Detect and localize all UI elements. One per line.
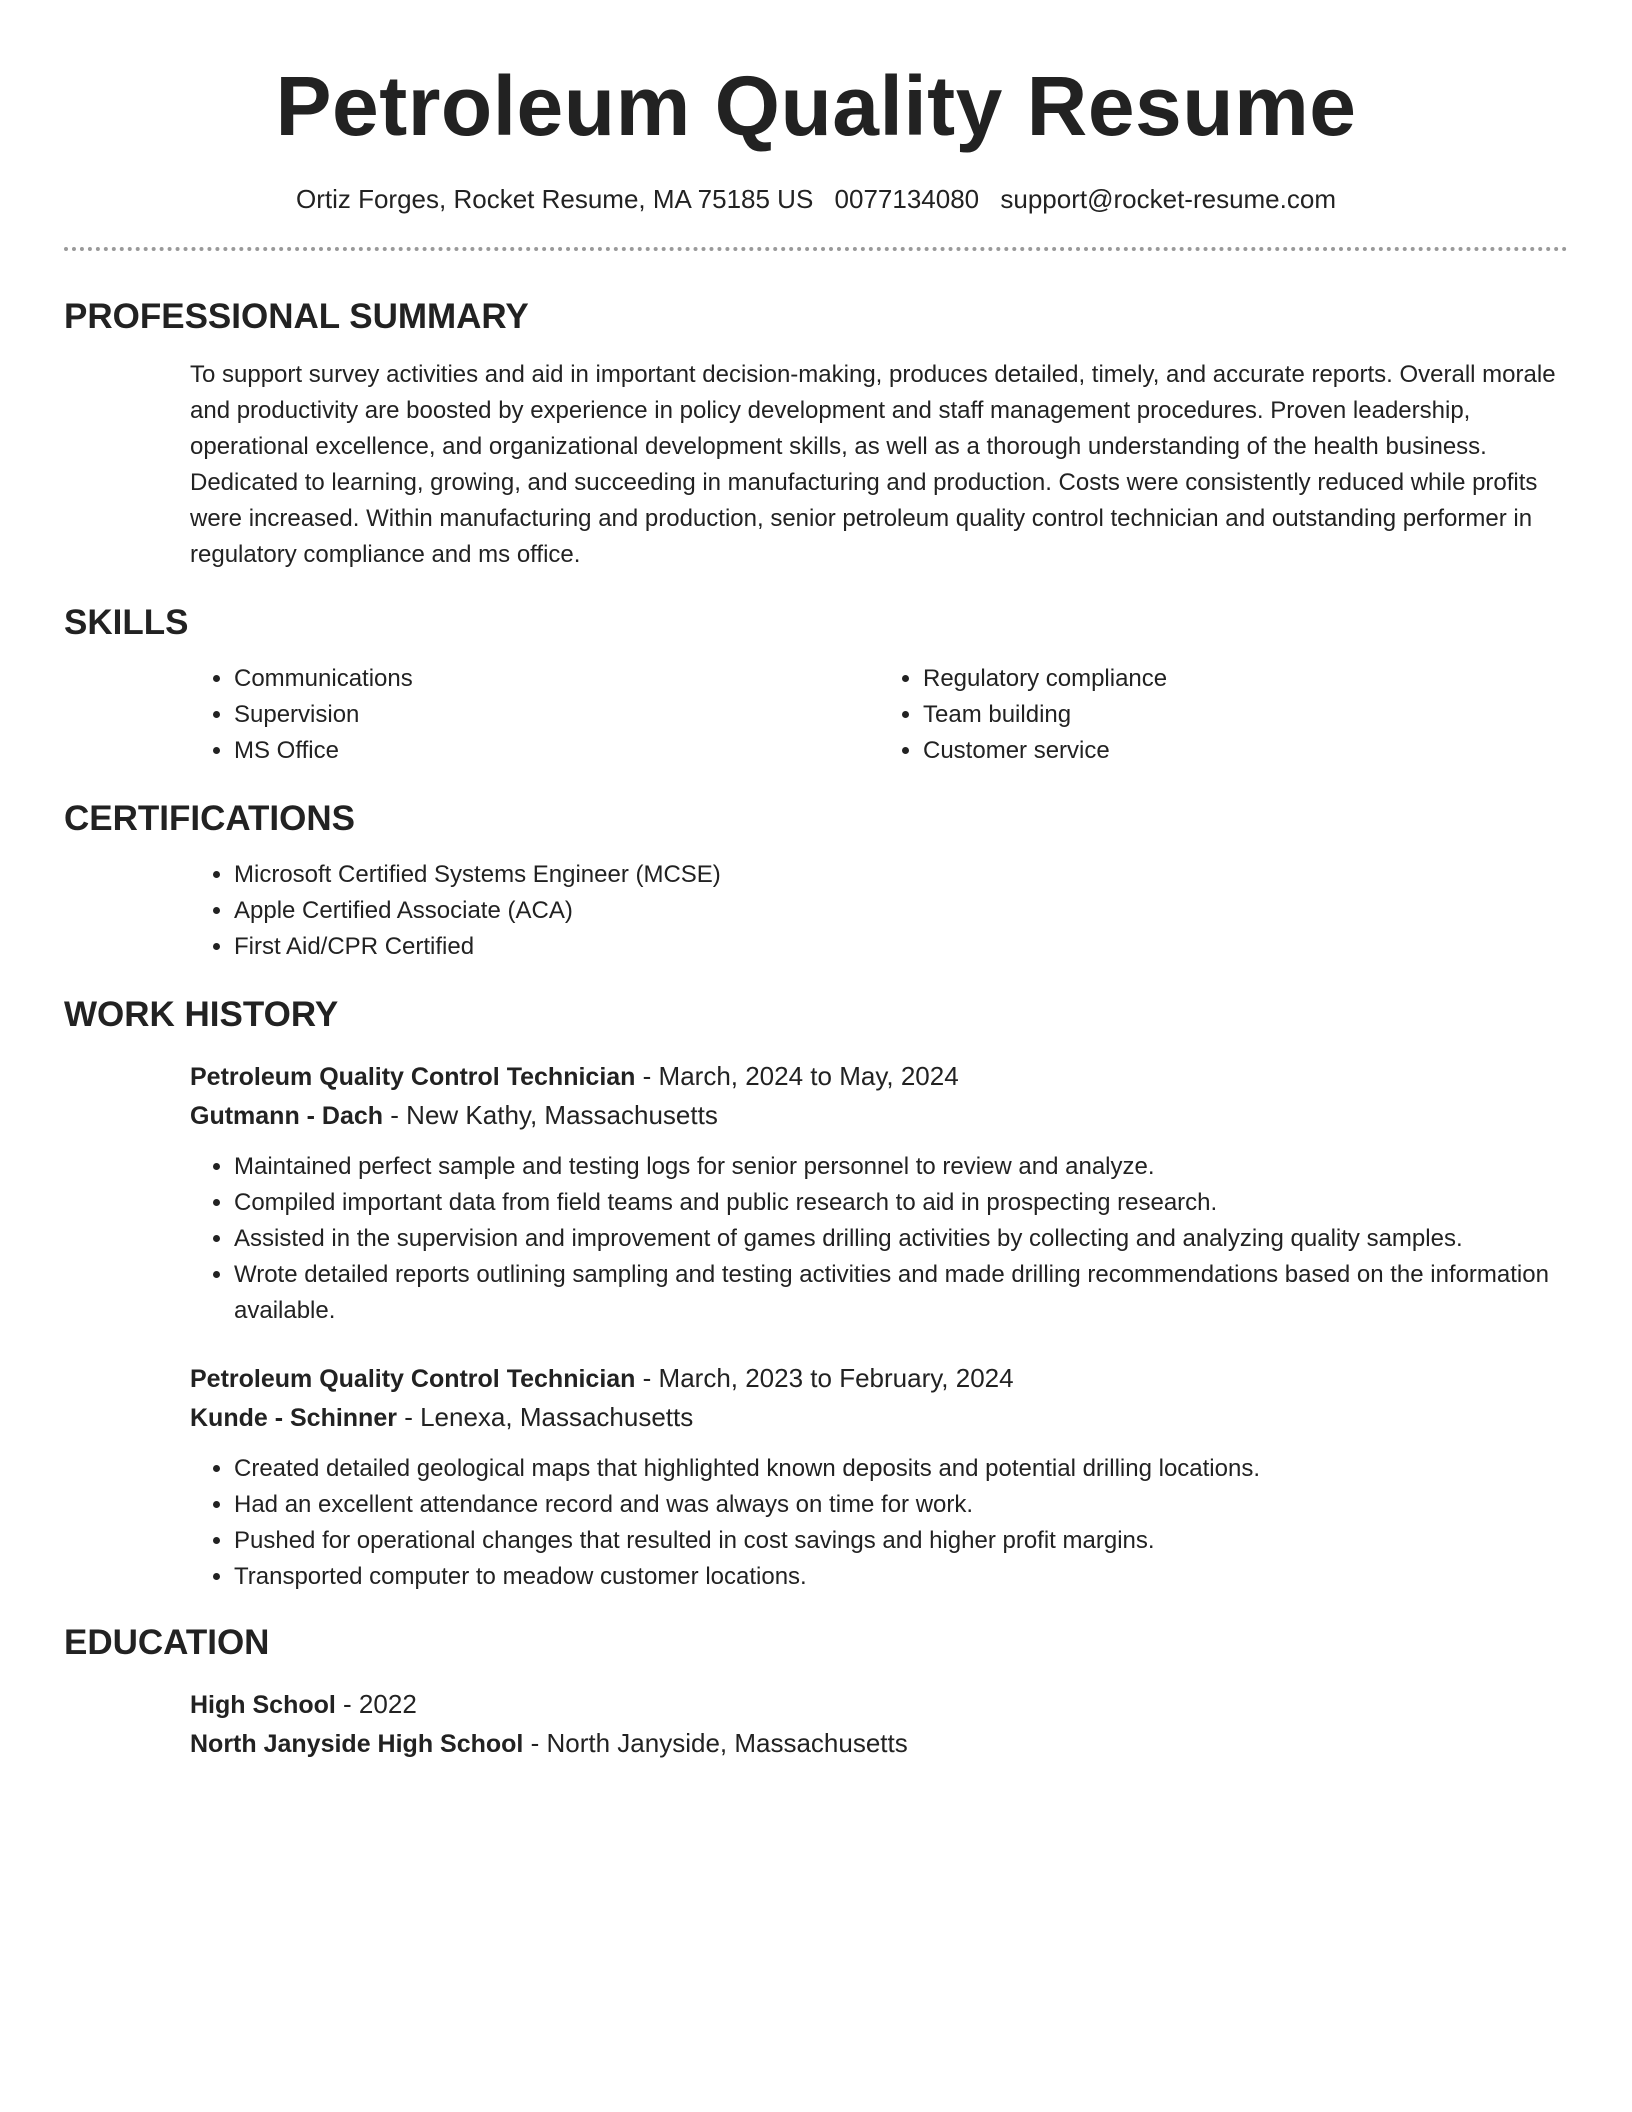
header-divider bbox=[64, 247, 1568, 251]
job-dates: - March, 2023 to February, 2024 bbox=[635, 1363, 1014, 1393]
certifications-body bbox=[64, 857, 1568, 965]
education-degree: High School bbox=[190, 1691, 336, 1719]
contact-line bbox=[64, 182, 1568, 216]
summary-text: To support survey activities and aid in important decision-making, produces detailed, timely, and accurate reports. Overall morale and productivity are boosted by experience in policy development and staff management procedures. Proven leadership, operational excellence, and organizational development skills, as well as a thorough understanding of the health business. Dedicated to learning, growing, and succeeding in manufacturing and production. Costs were consistently reduced while profits were increased. Within manufacturing and production, senior petroleum quality control technician and outstanding performer in regulatory compliance and ms office. bbox=[190, 361, 1556, 568]
job-location: - New Kathy, Massachusetts bbox=[383, 1100, 718, 1130]
certifications-list bbox=[190, 857, 1568, 965]
skills-section bbox=[64, 601, 1568, 769]
certifications-heading: CERTIFICATIONS bbox=[64, 799, 356, 838]
skill-item: • Supervision bbox=[234, 697, 879, 733]
certification-item: • Microsoft Certified Systems Engineer (MCSE) bbox=[234, 857, 1568, 893]
education-school: North Janyside High School bbox=[190, 1730, 524, 1758]
summary-section bbox=[64, 295, 1568, 573]
summary-body bbox=[64, 357, 1568, 573]
job-title-line bbox=[190, 1057, 1568, 1096]
job-entry bbox=[190, 1057, 1568, 1329]
skills-list-right bbox=[879, 661, 1568, 769]
certification-item: • First Aid/CPR Certified bbox=[234, 929, 1568, 965]
contact-address: Ortiz Forges, Rocket Resume, MA 75185 US bbox=[295, 184, 814, 214]
education-heading: EDUCATION bbox=[64, 1623, 270, 1662]
job-bullet: • Created detailed geological maps that highlighted known deposits and potential drilling locations. bbox=[234, 1451, 1568, 1487]
job-bullet: • Wrote detailed reports outlining sampling and testing activities and made drilling recommendations based on the information available. bbox=[234, 1257, 1568, 1329]
job-entry bbox=[190, 1359, 1568, 1595]
job-company: Kunde - Schinner bbox=[190, 1404, 397, 1432]
job-role: Petroleum Quality Control Technician bbox=[190, 1063, 636, 1091]
skill-item: • Communications bbox=[234, 661, 879, 697]
work-section bbox=[64, 993, 1568, 1595]
job-role: Petroleum Quality Control Technician bbox=[190, 1365, 636, 1393]
job-dates: - March, 2024 to May, 2024 bbox=[635, 1061, 959, 1091]
resume-header bbox=[64, 0, 1568, 216]
education-degree-line bbox=[190, 1685, 1568, 1724]
skills-heading: SKILLS bbox=[64, 603, 189, 642]
job-bullet: • Maintained perfect sample and testing logs for senior personnel to review and analyze. bbox=[234, 1149, 1568, 1185]
resume-title: Petroleum Quality Resume bbox=[275, 59, 1357, 153]
job-bullets bbox=[190, 1451, 1568, 1595]
job-bullet: • Pushed for operational changes that resulted in cost savings and higher profit margins. bbox=[234, 1523, 1568, 1559]
job-location: - Lenexa, Massachusetts bbox=[396, 1402, 694, 1432]
job-bullets bbox=[190, 1149, 1568, 1329]
certification-item: • Apple Certified Associate (ACA) bbox=[234, 893, 1568, 929]
work-body bbox=[64, 1057, 1568, 1595]
skill-item: • Regulatory compliance bbox=[923, 661, 1568, 697]
education-section bbox=[64, 1621, 1568, 1763]
skill-item: • Customer service bbox=[923, 733, 1568, 769]
job-company: Gutmann - Dach bbox=[190, 1102, 384, 1130]
job-title-line bbox=[190, 1359, 1568, 1398]
certifications-section bbox=[64, 797, 1568, 965]
job-bullet: • Assisted in the supervision and improvement of games drilling activities by collecting and analyzing quality samples. bbox=[234, 1221, 1568, 1257]
skills-list-left bbox=[190, 661, 879, 769]
contact-email: support@rocket-resume.com bbox=[1000, 184, 1336, 214]
job-bullet: • Transported computer to meadow customer locations. bbox=[234, 1559, 1568, 1595]
contact-phone: 0077134080 bbox=[834, 184, 980, 214]
job-bullet: • Compiled important data from field teams and public research to aid in prospecting research. bbox=[234, 1185, 1568, 1221]
education-body bbox=[64, 1685, 1568, 1763]
education-year: - 2022 bbox=[335, 1689, 417, 1719]
skill-item: • MS Office bbox=[234, 733, 879, 769]
job-company-line bbox=[190, 1398, 1568, 1437]
education-location: - North Janyside, Massachusetts bbox=[523, 1728, 908, 1758]
work-heading: WORK HISTORY bbox=[64, 995, 339, 1034]
education-school-line bbox=[190, 1724, 1568, 1763]
skill-item: • Team building bbox=[923, 697, 1568, 733]
job-company-line bbox=[190, 1096, 1568, 1135]
job-bullet: • Had an excellent attendance record and was always on time for work. bbox=[234, 1487, 1568, 1523]
summary-heading: PROFESSIONAL SUMMARY bbox=[64, 297, 529, 336]
skills-grid bbox=[64, 661, 1568, 769]
